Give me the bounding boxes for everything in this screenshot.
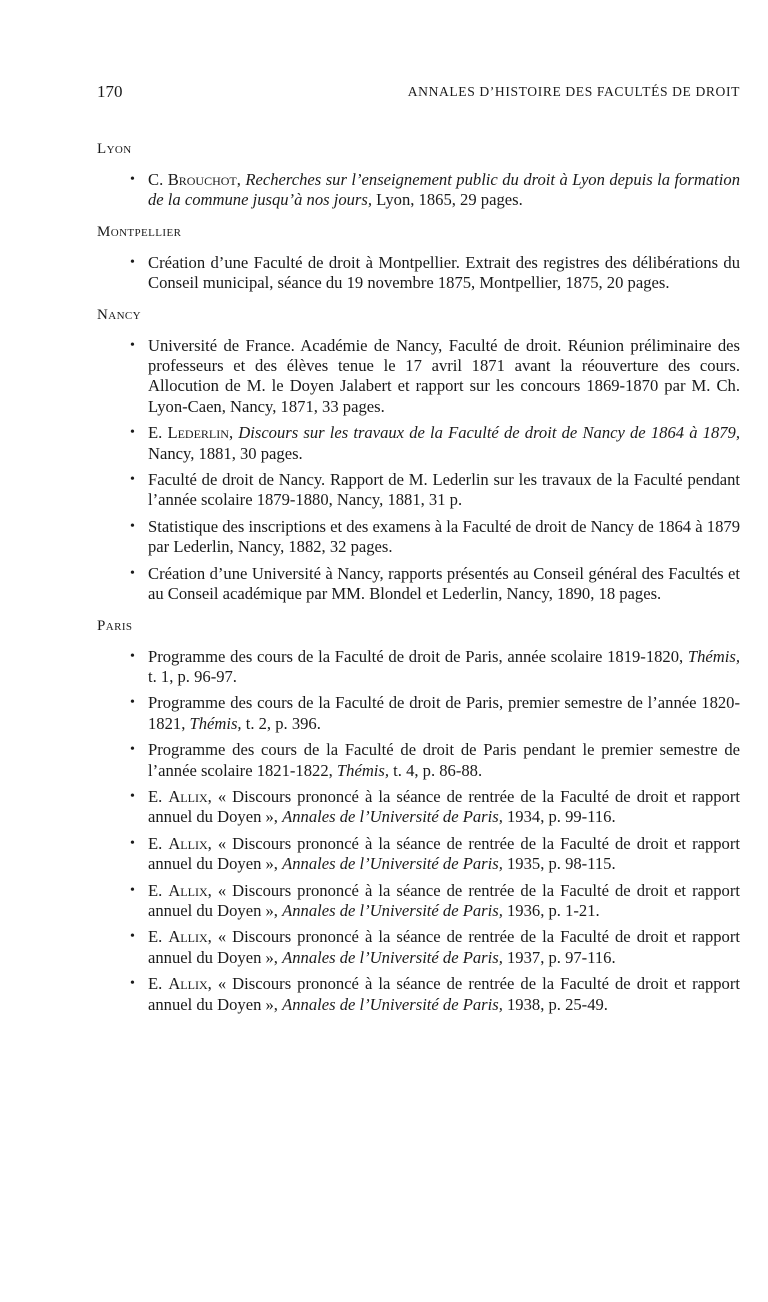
bullet-icon: • xyxy=(130,472,135,488)
entry-text: Université de France. Académie de Nancy, Faculté de droit. Réunion préliminaire des professeurs et des élèves tenue le 17 avril 1871 avant la réouverture des cours. Allocution de M. le Doyen Jalabert et rapport sur les concours 1869-1870 par M. Ch. Lyon-Caen, Nancy, 1871, 33 pages. xyxy=(148,335,740,416)
title-italic: Annales de l’Université de Paris, xyxy=(282,900,503,920)
entry-text: 1938, p. 25-49. xyxy=(502,994,608,1014)
bibliography-entry xyxy=(97,423,740,464)
bullet-icon: • xyxy=(130,882,135,898)
entry-text: , xyxy=(228,423,239,443)
entry-text: , « Discours prononcé à la séance de rentrée de la Faculté de droit et rapport annuel du Doyen », xyxy=(148,974,740,1014)
entry-list xyxy=(97,336,740,605)
section-lyon xyxy=(97,138,740,211)
entry-text: t. 1, p. 96-97. xyxy=(148,666,237,686)
author-name: Allix xyxy=(168,927,208,947)
entry-text: E. xyxy=(148,423,168,443)
bibliography-entry xyxy=(97,881,740,922)
bibliography-entry xyxy=(97,336,740,418)
bibliography-entry xyxy=(97,647,740,688)
entry-text: t. 2, p. 396. xyxy=(241,713,321,733)
entry-text: , « Discours prononcé à la séance de rentrée de la Faculté de droit et rapport annuel du Doyen », xyxy=(148,927,740,967)
author-name: Allix xyxy=(168,833,208,853)
bullet-icon: • xyxy=(130,695,135,711)
bibliography-entry xyxy=(97,927,740,968)
entry-text: , xyxy=(236,170,246,189)
section-title: Paris xyxy=(97,617,133,634)
entry-text: 1937, p. 97-116. xyxy=(502,947,616,967)
entry-text: Création d’une Université à Nancy, rapports présentés au Conseil général des Facultés et au Conseil académique par MM. Blondel et Lederlin, Nancy, 1890, 18 pages. xyxy=(148,563,740,604)
entry-text: , « Discours prononcé à la séance de rentrée de la Faculté de droit et rapport annuel du Doyen », xyxy=(148,833,740,874)
entry-list xyxy=(97,253,740,294)
author-name: Allix xyxy=(168,786,208,806)
entry-text: Programme des cours de la Faculté de droit de Paris, premier semestre de l’année 1820-1821, xyxy=(148,693,740,733)
bullet-icon: • xyxy=(130,425,135,441)
section-title: Nancy xyxy=(97,306,142,323)
author-name: Allix xyxy=(168,974,208,994)
bibliography-entry xyxy=(97,787,740,828)
section-nancy xyxy=(97,304,740,605)
bullet-icon: • xyxy=(130,648,135,664)
title-italic: Annales de l’Université de Paris, xyxy=(282,994,503,1014)
entry-text: , « Discours prononcé à la séance de rentrée de la Faculté de droit et rapport annuel du Doyen », xyxy=(148,786,740,827)
bullet-icon: • xyxy=(130,518,135,534)
author-name: Brouchot xyxy=(167,170,237,189)
section-title: Montpellier xyxy=(97,223,182,240)
entry-text: 1935, p. 98-115. xyxy=(502,854,616,874)
title-italic: Thémis, xyxy=(189,713,242,733)
page-header xyxy=(97,82,740,106)
entry-text: Lyon, 1865, 29 pages. xyxy=(372,190,523,210)
bibliography-entry xyxy=(97,834,740,875)
entry-text: C. xyxy=(148,170,168,189)
entry-text: E. xyxy=(148,927,169,947)
title-italic: Thémis, xyxy=(336,760,390,780)
bibliography-entry xyxy=(97,517,740,558)
entry-text: E. xyxy=(148,786,169,806)
entry-text: 1934, p. 99-116. xyxy=(502,807,616,827)
section-title: Lyon xyxy=(97,141,132,157)
entry-list xyxy=(97,647,740,1016)
section-paris xyxy=(97,615,740,1016)
author-name: Lederlin xyxy=(167,423,229,443)
bibliography-entry xyxy=(97,170,740,211)
section-montpellier xyxy=(97,221,740,294)
author-name: Allix xyxy=(168,880,208,900)
bullet-icon: • xyxy=(130,337,135,353)
entry-text: t. 4, p. 86-88. xyxy=(389,760,483,780)
entry-text: Faculté de droit de Nancy. Rapport de M. Lederlin sur les travaux de la Faculté pendant l’année scolaire 1879-1880, Nancy, 1881, 31 p. xyxy=(148,470,740,510)
entry-text: Création d’une Faculté de droit à Montpellier. Extrait des registres des délibérations du Conseil municipal, séance du 19 novembre 1875, Montpellier, 1875, 20 pages. xyxy=(148,252,740,293)
bibliography-entry xyxy=(97,253,740,294)
title-italic: Annales de l’Université de Paris, xyxy=(282,807,503,827)
bibliography-entry xyxy=(97,564,740,605)
page-number: 170 xyxy=(97,82,123,101)
entry-text: Programme des cours de la Faculté de droit de Paris pendant le premier semestre de l’année scolaire 1821-1822, xyxy=(148,740,740,780)
bullet-icon: • xyxy=(130,976,135,992)
bullet-icon: • xyxy=(130,929,135,945)
entry-text: E. xyxy=(148,880,169,900)
bullet-icon: • xyxy=(130,835,135,851)
entry-text: E. xyxy=(148,833,169,853)
title-italic: Thémis, xyxy=(687,646,740,666)
bibliography-entry xyxy=(97,974,740,1015)
entry-text: Nancy, 1881, 30 pages. xyxy=(148,443,303,463)
title-italic: Discours sur les travaux de la Faculté de droit de Nancy de 1864 à 1879, xyxy=(238,423,741,443)
title-italic: Recherches sur l’enseignement public du droit à Lyon depuis la formation de la commune jusqu’à nos jours, xyxy=(148,170,740,210)
title-italic: Annales de l’Université de Paris, xyxy=(282,947,503,967)
bullet-icon: • xyxy=(130,254,135,270)
bibliography-entry xyxy=(97,470,740,511)
entry-text: Statistique des inscriptions et des examens à la Faculté de droit de Nancy de 1864 à 1879 par Lederlin, Nancy, 1882, 32 pages. xyxy=(148,516,740,557)
title-italic: Annales de l’Université de Paris, xyxy=(282,854,503,874)
bullet-icon: • xyxy=(130,172,135,187)
entry-text: E. xyxy=(148,974,169,994)
bibliography-entry xyxy=(97,693,740,734)
entry-text: Programme des cours de la Faculté de droit de Paris, année scolaire 1819-1820, xyxy=(148,646,688,666)
bullet-icon: • xyxy=(130,565,135,581)
entry-text: , « Discours prononcé à la séance de rentrée de la Faculté de droit et rapport annuel du Doyen », xyxy=(148,880,740,920)
entry-text: 1936, p. 1-21. xyxy=(502,900,600,920)
entry-list xyxy=(97,170,740,211)
bibliography-entry xyxy=(97,740,740,781)
bullet-icon: • xyxy=(130,742,135,758)
bibliography xyxy=(97,138,740,1025)
running-title: ANNALES D’HISTOIRE DES FACULTÉS DE DROIT xyxy=(407,84,740,99)
bullet-icon: • xyxy=(130,788,135,804)
